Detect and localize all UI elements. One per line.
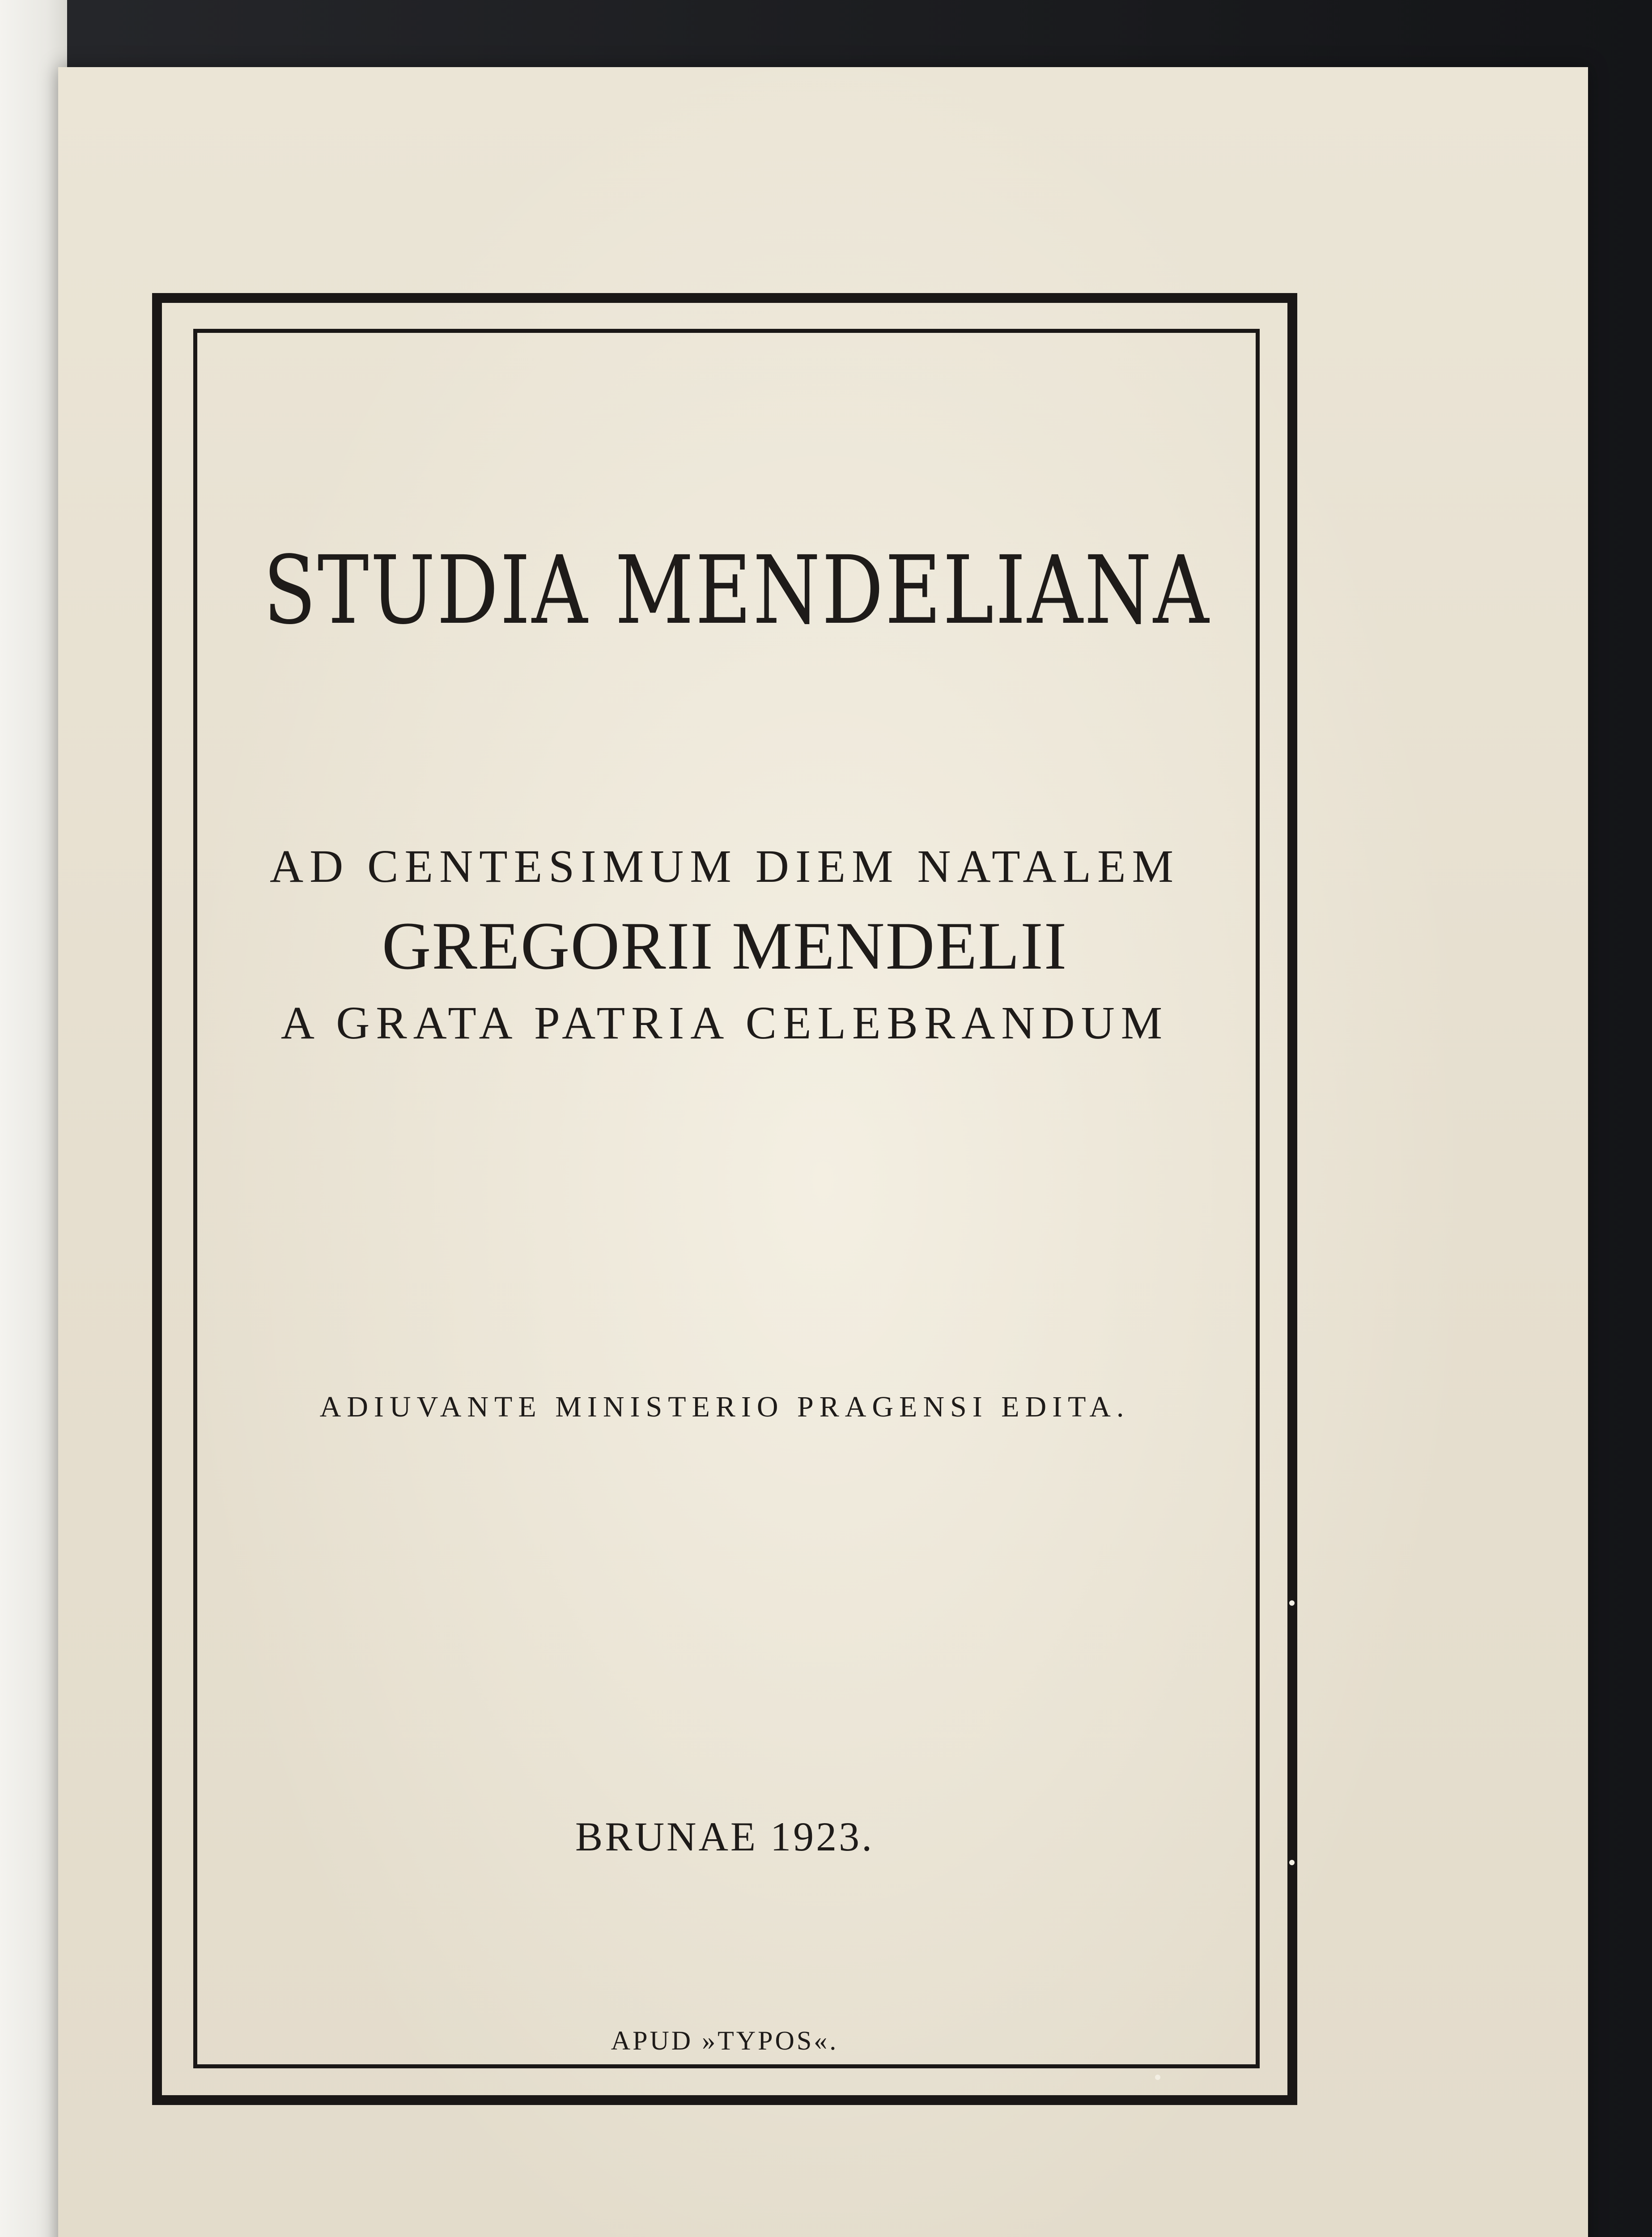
imprint-printer: APUD »TYPOS«. [611,2026,839,2055]
dedication-line-3: A GRATA PATRIA CELEBRANDUM [280,997,1169,1049]
title-page [58,67,1588,2237]
book-title: STUDIA MENDELIANA [263,536,1210,645]
paper-speck [1289,1600,1295,1606]
imprint-place-year: BRUNAE 1923. [575,1814,875,1859]
flyleaf-edge [0,0,67,2237]
border-frame [152,293,1297,2105]
dedication-line-1: AD CENTESIMUM DIEM NATALEM [269,841,1180,892]
dedication-line-2: GREGORII MENDELII [382,908,1068,983]
paper-speck [1155,2075,1160,2080]
sponsor-line: ADIUVANTE MINISTERIO PRAGENSI EDITA. [319,1391,1130,1423]
paper-speck [1289,1860,1295,1865]
